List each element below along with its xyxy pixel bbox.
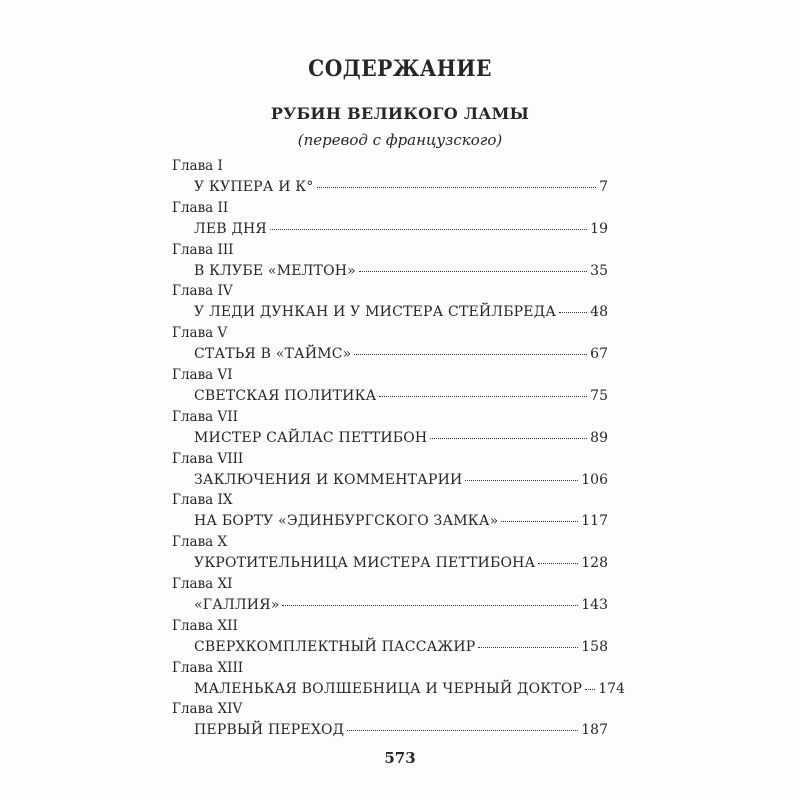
toc-chapter [172, 200, 608, 242]
toc-chapter [172, 659, 625, 702]
chapter-label: Глава XIII [172, 659, 244, 676]
toc-entry [194, 304, 608, 321]
chapter-label: Глава XIV [172, 701, 243, 718]
chapter-title: УКРОТИТЕЛЬНИЦА МИСТЕРА ПЕТТИБОНА [194, 555, 536, 572]
dot-leader [559, 312, 587, 313]
toc-entry [194, 221, 608, 238]
toc-entry [194, 555, 608, 572]
chapter-title: У ЛЕДИ ДУНКАН И У МИСТЕРА СТЕЙЛБРЕДА [194, 304, 557, 321]
chapter-label: Глава XI [172, 575, 233, 592]
chapter-label: Глава V [172, 325, 228, 342]
chapter-title: ЛЕВ ДНЯ [194, 220, 267, 237]
toc-entry [194, 722, 608, 739]
toc-chapter [172, 701, 608, 743]
chapter-label: Глава II [172, 199, 229, 216]
dot-leader [359, 271, 587, 272]
dot-leader [379, 396, 587, 397]
toc-chapter [172, 409, 608, 451]
chapter-label: Глава XII [172, 617, 238, 634]
toc-chapter [172, 367, 608, 409]
dot-leader [465, 480, 578, 481]
dot-leader [347, 730, 578, 731]
dot-leader [354, 354, 587, 355]
chapter-page-number: 158 [581, 638, 608, 655]
chapter-title: СВЕРХКОМПЛЕКТНЫЙ ПАССАЖИР [194, 638, 476, 655]
toc-chapter [172, 576, 608, 618]
toc-entry [194, 639, 608, 656]
toc-chapter [172, 451, 608, 493]
chapter-page-number: 19 [590, 220, 608, 237]
chapter-page-number: 117 [581, 513, 608, 530]
toc-entry [194, 388, 608, 405]
chapter-title: «ГАЛЛИЯ» [194, 596, 280, 613]
chapter-label: Глава VI [172, 366, 233, 383]
toc-entry [194, 513, 608, 530]
toc-entry [194, 597, 608, 614]
chapter-page-number: 174 [598, 680, 625, 697]
toc-chapter [172, 618, 608, 660]
dot-leader [538, 563, 578, 564]
chapter-page-number: 35 [590, 262, 608, 279]
page-number: 573 [384, 749, 416, 767]
chapter-title: ЗАКЛЮЧЕНИЯ И КОММЕНТАРИИ [194, 471, 463, 488]
dot-leader [585, 689, 595, 690]
chapter-page-number: 128 [581, 555, 608, 572]
toc-entry [194, 472, 608, 489]
chapter-title: В КЛУБЕ «МЕЛТОН» [194, 262, 356, 279]
dot-leader [478, 647, 578, 648]
chapter-page-number: 143 [581, 596, 608, 613]
toc-chapter [172, 534, 608, 576]
dot-leader [430, 438, 587, 439]
toc-entry [194, 680, 625, 698]
book-title: РУБИН ВЕЛИКОГО ЛАМЫ [270, 104, 530, 123]
chapter-label: Глава IX [172, 492, 233, 509]
chapter-page-number: 106 [581, 471, 608, 488]
chapter-title: У КУПЕРА И К° [194, 179, 314, 195]
chapter-page-number: 187 [581, 722, 608, 739]
toc-chapter [172, 242, 608, 284]
page-heading: СОДЕРЖАНИЕ [308, 56, 492, 82]
toc-chapter [172, 492, 608, 534]
toc-chapter [172, 158, 608, 200]
chapter-label: Глава VII [172, 408, 238, 425]
chapter-label: Глава IV [172, 283, 233, 300]
chapter-title: СТАТЬЯ В «ТАЙМС» [194, 346, 352, 363]
toc-entry [194, 263, 608, 280]
chapter-title: СВЕТСКАЯ ПОЛИТИКА [194, 387, 377, 404]
chapter-page-number: 7 [599, 179, 608, 195]
chapter-label: Глава III [172, 241, 234, 258]
chapter-page-number: 75 [590, 387, 608, 404]
chapter-label: Глава X [172, 534, 228, 551]
toc-chapter [172, 283, 608, 325]
dot-leader [282, 605, 578, 606]
book-subtitle: (перевод с французского) [297, 131, 503, 149]
toc-entry [194, 346, 608, 363]
chapter-label: Глава I [172, 158, 223, 174]
chapter-title: МАЛЕНЬКАЯ ВОЛШЕБНИЦА И ЧЕРНЫЙ ДОКТОР [194, 680, 583, 697]
chapter-page-number: 48 [590, 304, 608, 321]
dot-leader [501, 521, 578, 522]
chapter-title: МИСТЕР САЙЛАС ПЕТТИБОН [194, 429, 428, 446]
toc-chapter [172, 325, 608, 367]
chapter-title: ПЕРВЫЙ ПЕРЕХОД [194, 722, 345, 739]
toc-entry [194, 430, 608, 447]
chapter-page-number: 67 [590, 346, 608, 363]
dot-leader [270, 229, 587, 230]
dot-leader [317, 187, 597, 188]
chapter-page-number: 89 [590, 429, 608, 446]
chapter-label: Глава VIII [172, 450, 244, 467]
table-of-contents [172, 158, 625, 743]
chapter-title: НА БОРТУ «ЭДИНБУРГСКОГО ЗАМКА» [194, 513, 499, 530]
toc-entry [194, 179, 608, 196]
